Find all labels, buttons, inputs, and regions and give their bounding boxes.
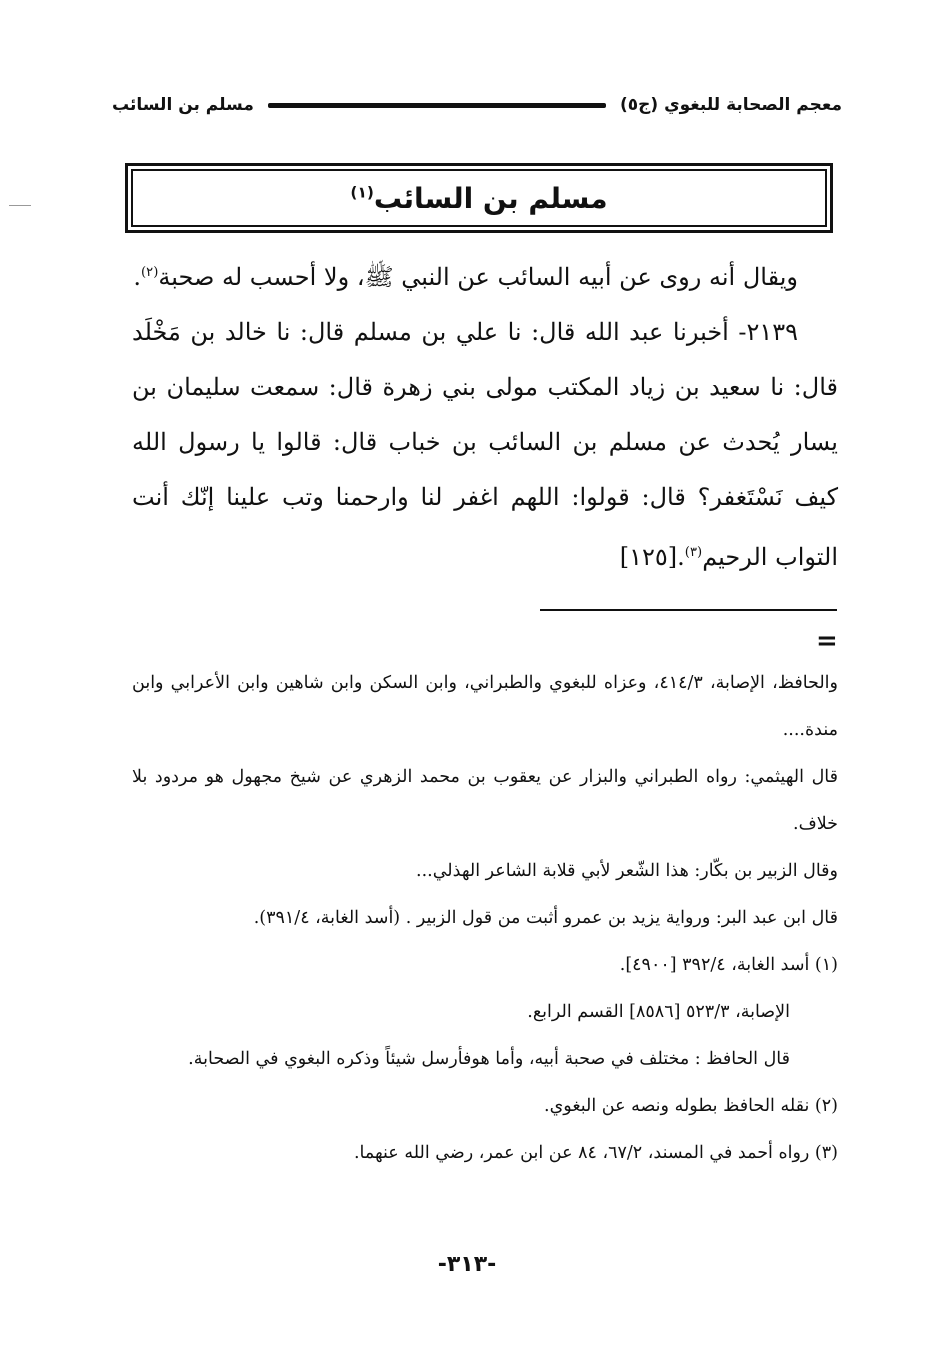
- chapter-title-text: مسلم بن السائب: [373, 181, 608, 215]
- intro-text: ويقال أنه روى عن أبيه السائب عن النبي ﷺ، ولا أحسب له صحبة: [158, 263, 798, 291]
- intro-footnote-ref: (٢): [140, 265, 159, 280]
- footnote-1-line-2: الإصابة، ٥٢٣/٣ [٨٥٨٦] القسم الرابع.: [527, 1002, 790, 1022]
- header-rule: [268, 103, 606, 108]
- hadith-end: .[١٢٥]: [619, 543, 685, 571]
- header-book-title: معجم الصحابة للبغوي (ج٥): [619, 95, 842, 115]
- title-footnote-ref: (١): [350, 183, 374, 202]
- chapter-title-box: [125, 163, 833, 233]
- footnote-2: (٢) نقله الحافظ بطوله ونصه عن البغوي.: [544, 1096, 838, 1116]
- main-text: [132, 245, 838, 585]
- footnotes: [132, 660, 838, 1177]
- intro-paragraph: [132, 245, 838, 305]
- footnote-continuation-2: قال الهيثمي: رواه الطبراني والبزار عن يعقوب بن محمد الزهري عن شيخ مجهول هو مردود بلا خلاف.: [132, 767, 838, 834]
- hadith-footnote-ref: (٣): [684, 545, 703, 560]
- footnote-1: (١) أسد الغابة، ٣٩٢/٤ [٤٩٠٠].: [619, 955, 838, 975]
- footnote-separator: [540, 609, 837, 611]
- continuation-mark: =: [816, 626, 838, 656]
- page-number: -٣١٣-: [437, 1252, 497, 1277]
- footnote-1-line-3: قال الحافظ : مختلف في صحبة أبيه، وأما هوفأرسل شيئاً وذكره البغوي في الصحابة.: [188, 1049, 790, 1069]
- header-section-title: مسلم بن السائب: [112, 95, 254, 115]
- hadith-paragraph: [132, 305, 838, 585]
- footnote-continuation-3: وقال الزبير بن بكّار: هذا الشّعر لأبي قلابة الشاعر الهذلي...: [416, 861, 838, 881]
- footnote-3: (٣) رواه أحمد في المسند، ٦٧/٢، ٨٤ عن ابن عمر، رضي الله عنهما.: [353, 1143, 838, 1163]
- footnote-continuation-4: قال ابن عبد البر: ورواية يزيد بن عمرو أثبت من قول الزبير . (أسد الغابة، ٣٩١/٤).: [253, 908, 838, 928]
- hadith-text: ٢١٣٩- أخبرنا عبد الله قال: نا علي بن مسلم قال: نا خالد بن مَخْلَد قال: نا سعيد بن زياد المكتب مولى بني زهرة قال: سمعت سليمان بن يسار يُحدث عن مسلم بن السائب بن خباب قال: قالوا يا رسول الله كيف نَسْتَغفر؟ قال: قولوا: اللهم اغفر لنا وارحمنا وتب علينا إنّك أنت التواب الرحيم: [132, 318, 838, 571]
- scan-speck: [9, 205, 31, 206]
- running-header: [112, 92, 842, 118]
- intro-end: .: [133, 263, 141, 291]
- chapter-title: [350, 182, 607, 215]
- footnote-continuation-1: والحافظ، الإصابة، ٤١٤/٣، وعزاه للبغوي والطبراني، وابن السكن وابن شاهين وابن الأعرابي وابن مندة....: [132, 673, 838, 740]
